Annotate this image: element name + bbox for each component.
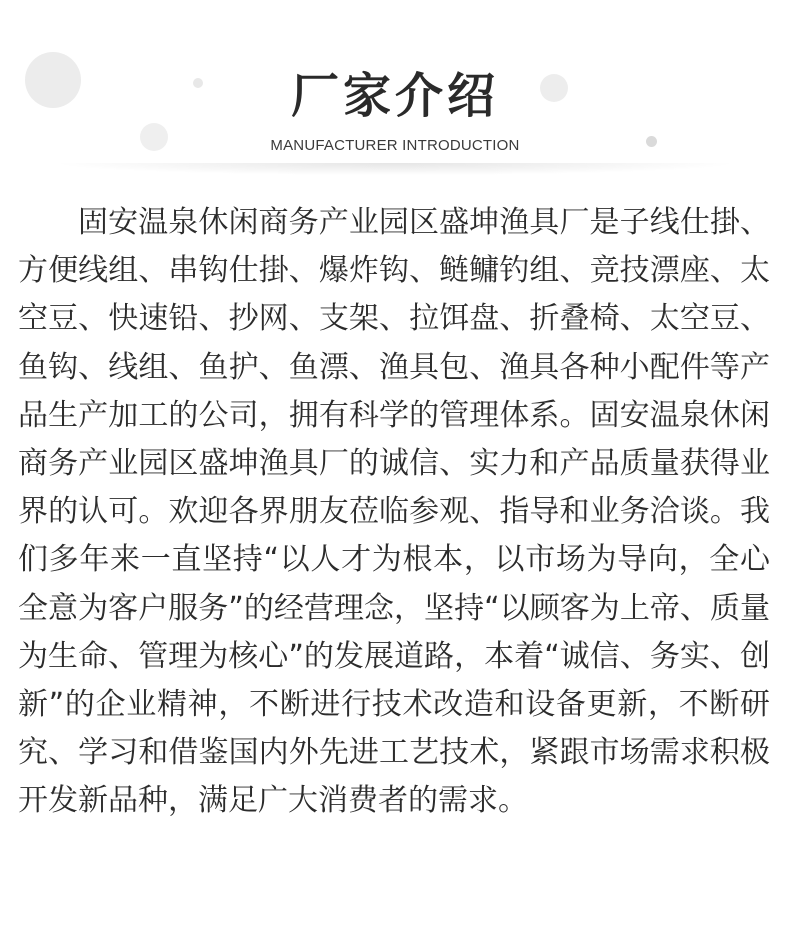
section-title: 厂家介绍 [290, 68, 499, 124]
section-header [0, 0, 790, 180]
section-subtitle: MANUFACTURER INTRODUCTION [270, 137, 520, 154]
intro-paragraph: 固安温泉休闲商务产业园区盛坤渔具厂是子线仕掛、方便线组、串钩仕掛、爆炸钩、鲢鳙钓组、竞技漂座、太空豆、快速铅、抄网、支架、拉饵盘、折叠椅、太空豆、鱼钩、线组、鱼护、鱼漂、渔具包、渔具各种小配件等产品生产加工的公司，拥有科学的管理体系。固安温泉休闲商务产业园区盛坤渔具厂的诚信、实力和产品质量获得业界的认可。欢迎各界朋友莅临参观、指导和业务洽谈。我们多年来一直坚持“以人才为根本，以市场为导向，全心全意为客户服务”的经营理念，坚持“以顾客为上帝、质量为生命、管理为核心”的发展道路，本着“诚信、务实、创新”的企业精神，不断进行技术改造和设备更新，不断研究、学习和借鉴国内外先进工艺技术，紧跟市场需求积极开发新品种，满足广大消费者的需求。 [18, 205, 770, 819]
header-divider-shadow [60, 163, 730, 175]
